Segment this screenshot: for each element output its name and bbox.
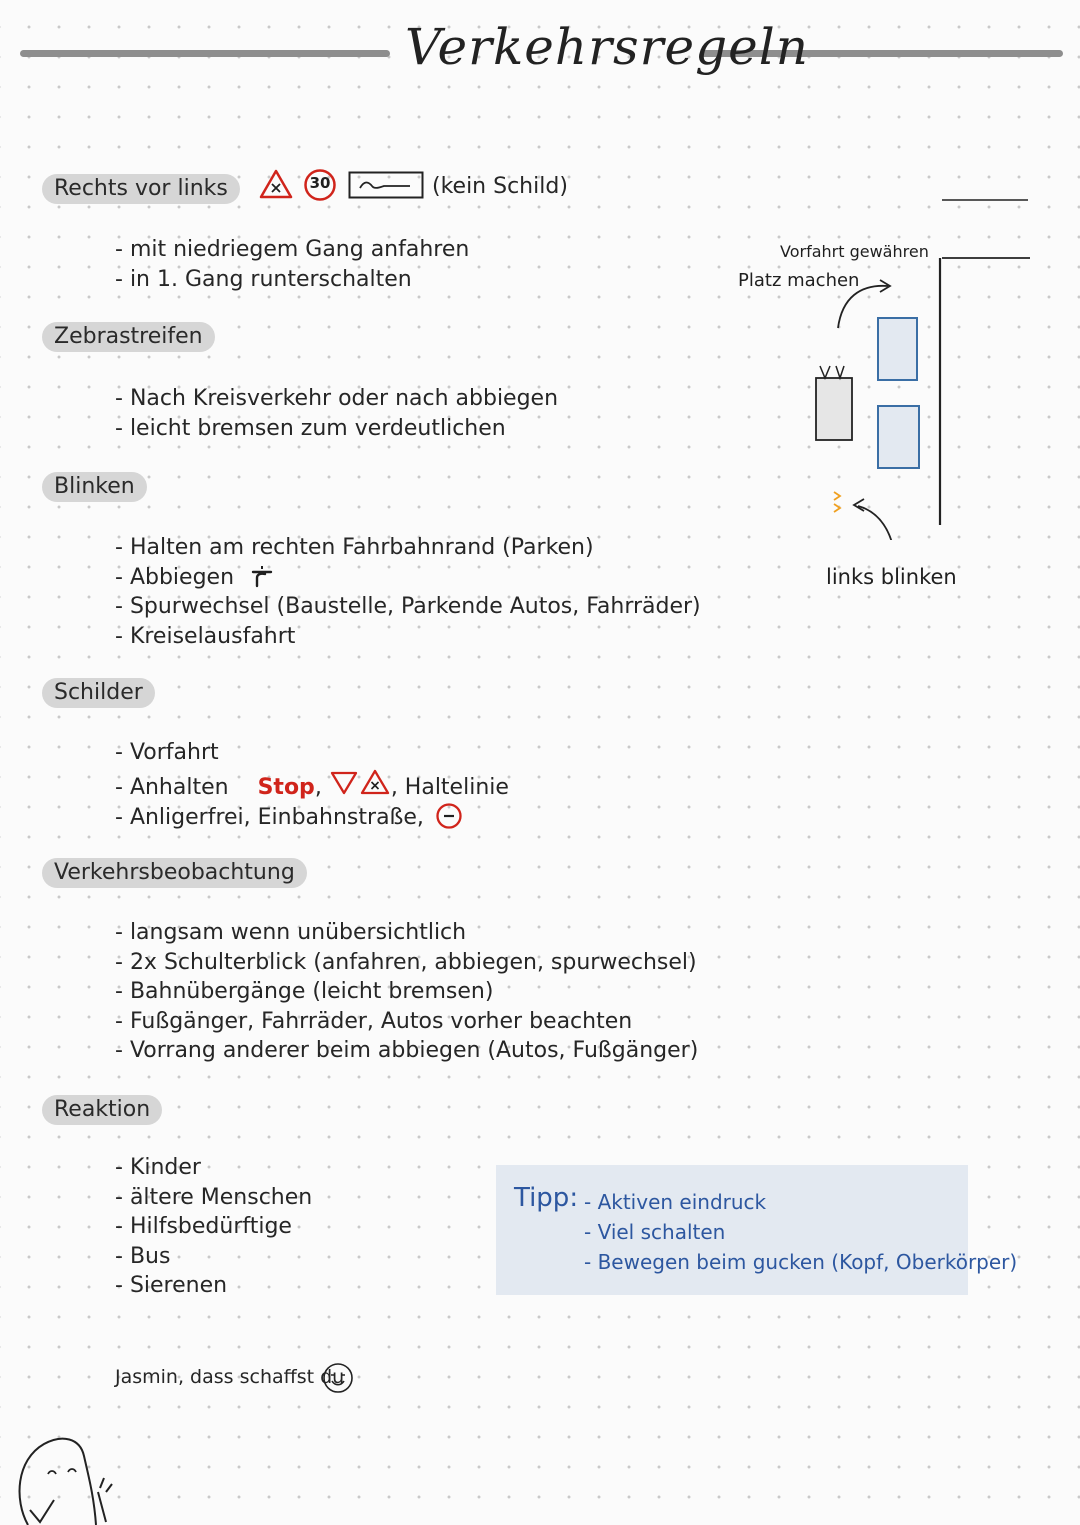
list-item: - mit niedriegem Gang anfahren <box>115 235 469 265</box>
list-item <box>115 802 509 833</box>
list-item: - Sierenen <box>115 1271 312 1301</box>
list-item: - Kreiselausfahrt <box>115 622 701 652</box>
list-item: - Kinder <box>115 1153 312 1183</box>
warning-triangle-icon <box>359 768 391 796</box>
list-item: - ältere Menschen <box>115 1183 312 1213</box>
blinken-list <box>115 533 701 651</box>
parked-car-2 <box>878 406 919 468</box>
warning-triangle-icon <box>258 168 294 200</box>
label-platz-machen: Platz machen <box>738 270 860 291</box>
heading-rechts-vor-links: Rechts vor links <box>42 174 240 204</box>
list-item: - Bahnübergänge (leicht bremsen) <box>115 977 698 1007</box>
list-item: - Halten am rechten Fahrbahnrand (Parken) <box>115 533 701 563</box>
arrow-head-bottom <box>854 499 864 511</box>
heading-verkehrsbeobachtung: Verkehrsbeobachtung <box>42 858 307 888</box>
heading-reaktion: Reaktion <box>42 1095 162 1125</box>
list-item: - in 1. Gang runterschalten <box>115 265 469 295</box>
turn-arrow-icon <box>249 564 275 588</box>
beobachtung-list <box>115 918 698 1066</box>
list-item: - Vorfahrt <box>115 738 509 768</box>
list-item: - Spurwechsel (Baustelle, Parkende Autos, Fahrräder) <box>115 592 701 622</box>
speed-limit-value: 30 <box>309 174 331 192</box>
footer-note: Jasmin, dass schaffst du <box>115 1366 345 1388</box>
stop-sign-text: Stop <box>257 774 315 800</box>
list-item-text: , Haltelinie <box>390 774 509 800</box>
parking-diagram <box>720 180 1050 540</box>
heading-schilder: Schilder <box>42 678 155 708</box>
page-title: Verkehrsregeln <box>405 18 809 76</box>
smiley-icon <box>320 1360 356 1396</box>
tip-box <box>496 1165 1018 1295</box>
no-sign-note: (kein Schild) <box>432 174 568 199</box>
list-item: - leicht bremsen zum verdeutlichen <box>115 414 558 444</box>
list-item: - Nach Kreisverkehr oder nach abbiegen <box>115 384 558 414</box>
schilder-list <box>115 738 509 833</box>
car-marks <box>820 366 844 378</box>
road-sign-box-icon <box>348 171 424 199</box>
list-item: - Vorrang anderer beim abbiegen (Autos, Fußgänger) <box>115 1036 698 1066</box>
list-item-text: Anligerfrei, Einbahnstraße, <box>129 805 424 830</box>
label-links-blinken: links blinken <box>826 565 957 589</box>
list-item: - 2x Schulterblick (anfahren, abbiegen, spurwechsel) <box>115 948 698 978</box>
tip-label: Tipp: <box>514 1183 579 1213</box>
rechts-list <box>115 235 469 294</box>
list-item: - langsam wenn unübersichtlich <box>115 918 698 948</box>
no-entry-sign-icon <box>435 802 463 830</box>
indicator-icon <box>834 492 840 512</box>
heading-zebrastreifen: Zebrastreifen <box>42 322 215 352</box>
yield-sign-icon <box>329 770 359 796</box>
parked-car-1 <box>878 318 917 380</box>
list-item-text: Anhalten <box>129 774 229 800</box>
tip-item: - Aktiven eindruck <box>584 1187 1017 1217</box>
list-item: - Bus <box>115 1242 312 1272</box>
list-item: - Fußgänger, Fahrräder, Autos vorher beachten <box>115 1007 698 1037</box>
list-item <box>115 563 701 593</box>
label-vorfahrt-gewaehren: Vorfahrt gewähren <box>780 242 929 261</box>
list-item: - Hilfsbedürftige <box>115 1212 312 1242</box>
title-rule-left <box>20 50 390 57</box>
own-car <box>816 378 852 440</box>
tip-list <box>584 1187 1017 1277</box>
heading-blinken: Blinken <box>42 472 147 502</box>
zebra-list <box>115 384 558 443</box>
doodle-character-icon <box>10 1430 120 1525</box>
tip-item: - Viel schalten <box>584 1217 1017 1247</box>
list-item-text: Abbiegen <box>129 564 235 590</box>
list-item: - Anhalten Stop, , Haltelinie <box>115 768 509 803</box>
tip-item: - Bewegen beim gucken (Kopf, Oberkörper) <box>584 1247 1017 1277</box>
reaktion-list <box>115 1153 312 1301</box>
